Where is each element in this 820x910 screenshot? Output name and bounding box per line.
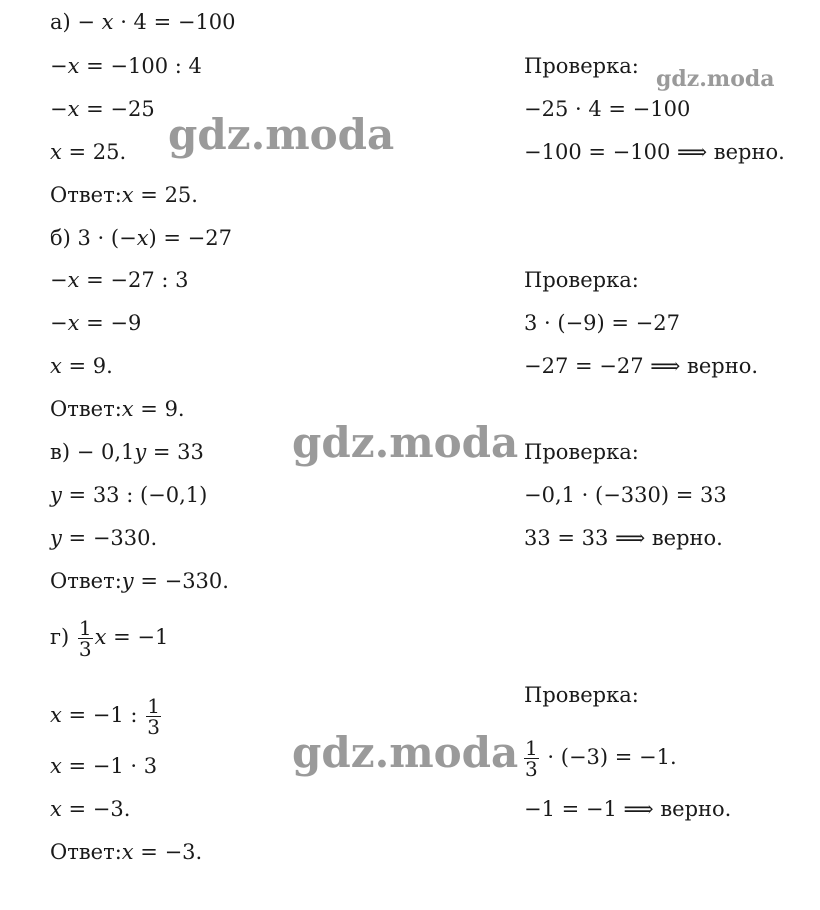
- part-b-step-3: x = 9.: [50, 354, 113, 378]
- part-v-check-label: Проверка:: [524, 440, 639, 464]
- part-b-step-2: −x = −9: [50, 311, 142, 335]
- part-b-equation: б) 3 · (−x) = −27: [50, 226, 232, 250]
- part-a-check-2: −100 = −100 ⟹ верно.: [524, 140, 785, 164]
- fraction-one-third: $\frac{1}{3}$: [147, 694, 160, 739]
- part-v-equation: в) − 0,1y = 33: [50, 440, 204, 464]
- watermark-3: gdz.moda: [292, 728, 519, 777]
- part-g-check-1: $\frac{1}{3}$ · (−3) = −1.: [525, 736, 677, 781]
- part-v-answer: Ответ:y = −330.: [50, 569, 229, 593]
- part-v-step-2: y = −330.: [50, 526, 158, 550]
- part-a-answer: Ответ:x = 25.: [50, 183, 198, 207]
- part-b-check-1: 3 · (−9) = −27: [524, 311, 680, 335]
- part-a-check-1: −25 · 4 = −100: [524, 97, 691, 121]
- part-a-step-1: −x = −100 : 4: [50, 54, 202, 78]
- part-b-check-2: −27 = −27 ⟹ верно.: [524, 354, 759, 378]
- part-g-step-3: x = −3.: [50, 797, 131, 821]
- part-g-check-label: Проверка:: [524, 683, 639, 707]
- part-a-equation: а) − x · 4 = −100: [50, 10, 236, 34]
- watermark-1: gdz.moda: [168, 110, 395, 159]
- fraction-one-third: $\frac{1}{3}$: [525, 736, 538, 781]
- part-g-equation: г) $\frac{1}{3}$ x = −1: [50, 616, 169, 661]
- part-v-check-2: 33 = 33 ⟹ верно.: [524, 526, 723, 550]
- part-v-check-1: −0,1 · (−330) = 33: [524, 483, 727, 507]
- part-a-step-2: −x = −25: [50, 97, 155, 121]
- part-g-step-1: x = −1 : $\frac{1}{3}$: [50, 694, 160, 739]
- part-g-check-2: −1 = −1 ⟹ верно.: [524, 797, 732, 821]
- part-a-check-label: Проверка:: [524, 54, 639, 78]
- part-b-step-1: −x = −27 : 3: [50, 268, 189, 292]
- watermark-2: gdz.moda: [292, 418, 519, 467]
- fraction-one-third: $\frac{1}{3}$: [78, 616, 92, 661]
- part-b-answer: Ответ:x = 9.: [50, 397, 185, 421]
- part-g-answer: Ответ:x = −3.: [50, 840, 203, 864]
- part-v-step-1: y = 33 : (−0,1): [50, 483, 208, 507]
- watermark-small: gdz.moda: [656, 66, 775, 92]
- part-b-check-label: Проверка:: [524, 268, 639, 292]
- part-a-step-3: x = 25.: [50, 140, 127, 164]
- part-g-step-2: x = −1 · 3: [50, 754, 158, 778]
